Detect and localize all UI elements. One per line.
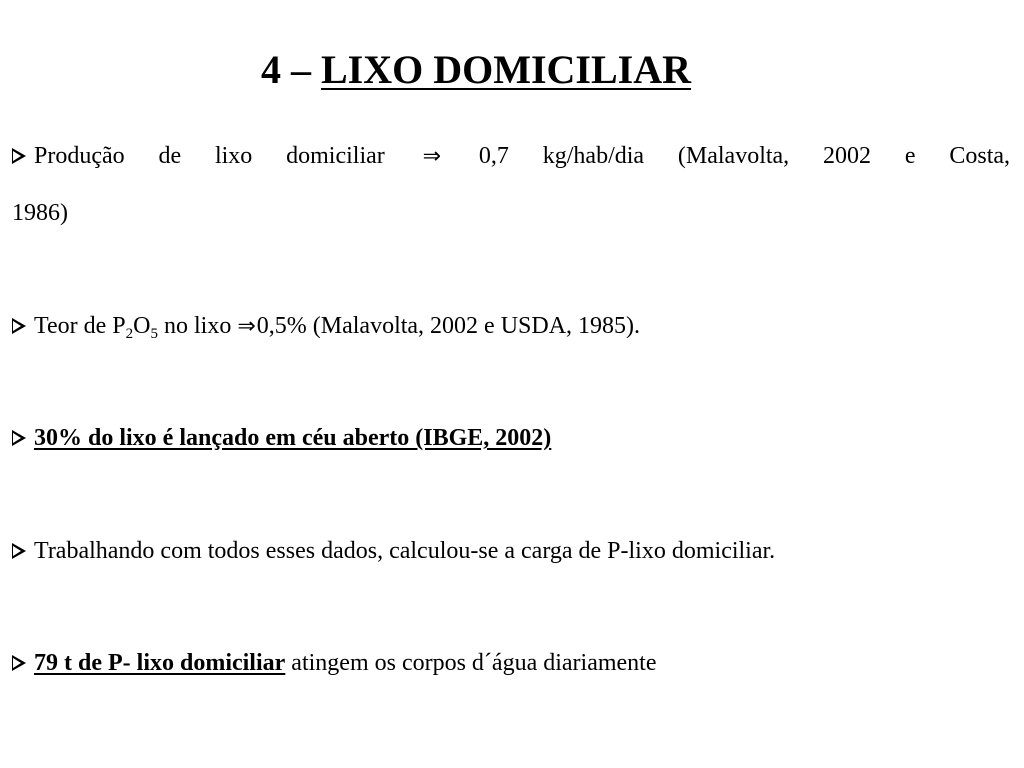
bullet-phosphorus-text-start: Teor de P [34, 313, 126, 339]
bullet-production [12, 128, 1010, 241]
bullet-arrow-icon [12, 148, 26, 164]
bullet-daily-load-bold: 79 t de P- lixo domiciliar [34, 650, 286, 676]
bullet-arrow-icon [12, 430, 26, 446]
bullet-production-line2: 1986) [12, 200, 68, 226]
bullet-production-line1 [12, 128, 1010, 185]
bullet-phosphorus-text-end: 0,5% (Malavolta, 2002 e USDA, 1985). [256, 313, 641, 339]
bullet-phosphorus-text-o: O [133, 313, 151, 339]
bullet-open-dump [12, 410, 1010, 466]
bullet-calculation-text: Trabalhando com todos esses dados, calculou-se a carga de P-lixo domiciliar. [34, 538, 776, 564]
subscript-5: 5 [150, 326, 158, 342]
title-number: 4 – [260, 47, 311, 92]
bullet-daily-load-rest: atingem os corpos d´água diariamente [285, 650, 657, 676]
slide-title [0, 46, 952, 94]
bullet-phosphorus-content [12, 298, 1010, 355]
bullet-arrow-icon [12, 655, 26, 671]
bullet-daily-load [12, 635, 1010, 691]
implies-icon: ⇒ [422, 144, 442, 169]
bullet-production-text-start: Produção de lixo domiciliar [34, 143, 385, 169]
implies-icon: ⇒ [237, 314, 256, 339]
bullet-phosphorus-text-mid: no lixo [157, 313, 238, 339]
title-main: LIXO DOMICILIAR [320, 47, 692, 92]
bullet-arrow-icon [12, 318, 26, 334]
bullet-production-text-end: 0,7 kg/hab/dia (Malavolta, 2002 e Costa, [478, 143, 1011, 169]
bullet-open-dump-text: 30% do lixo é lançado em céu aberto (IBGE, 2002) [34, 425, 552, 451]
bullet-calculation [12, 523, 1010, 579]
subscript-2: 2 [125, 326, 134, 342]
bullet-arrow-icon [12, 543, 26, 559]
